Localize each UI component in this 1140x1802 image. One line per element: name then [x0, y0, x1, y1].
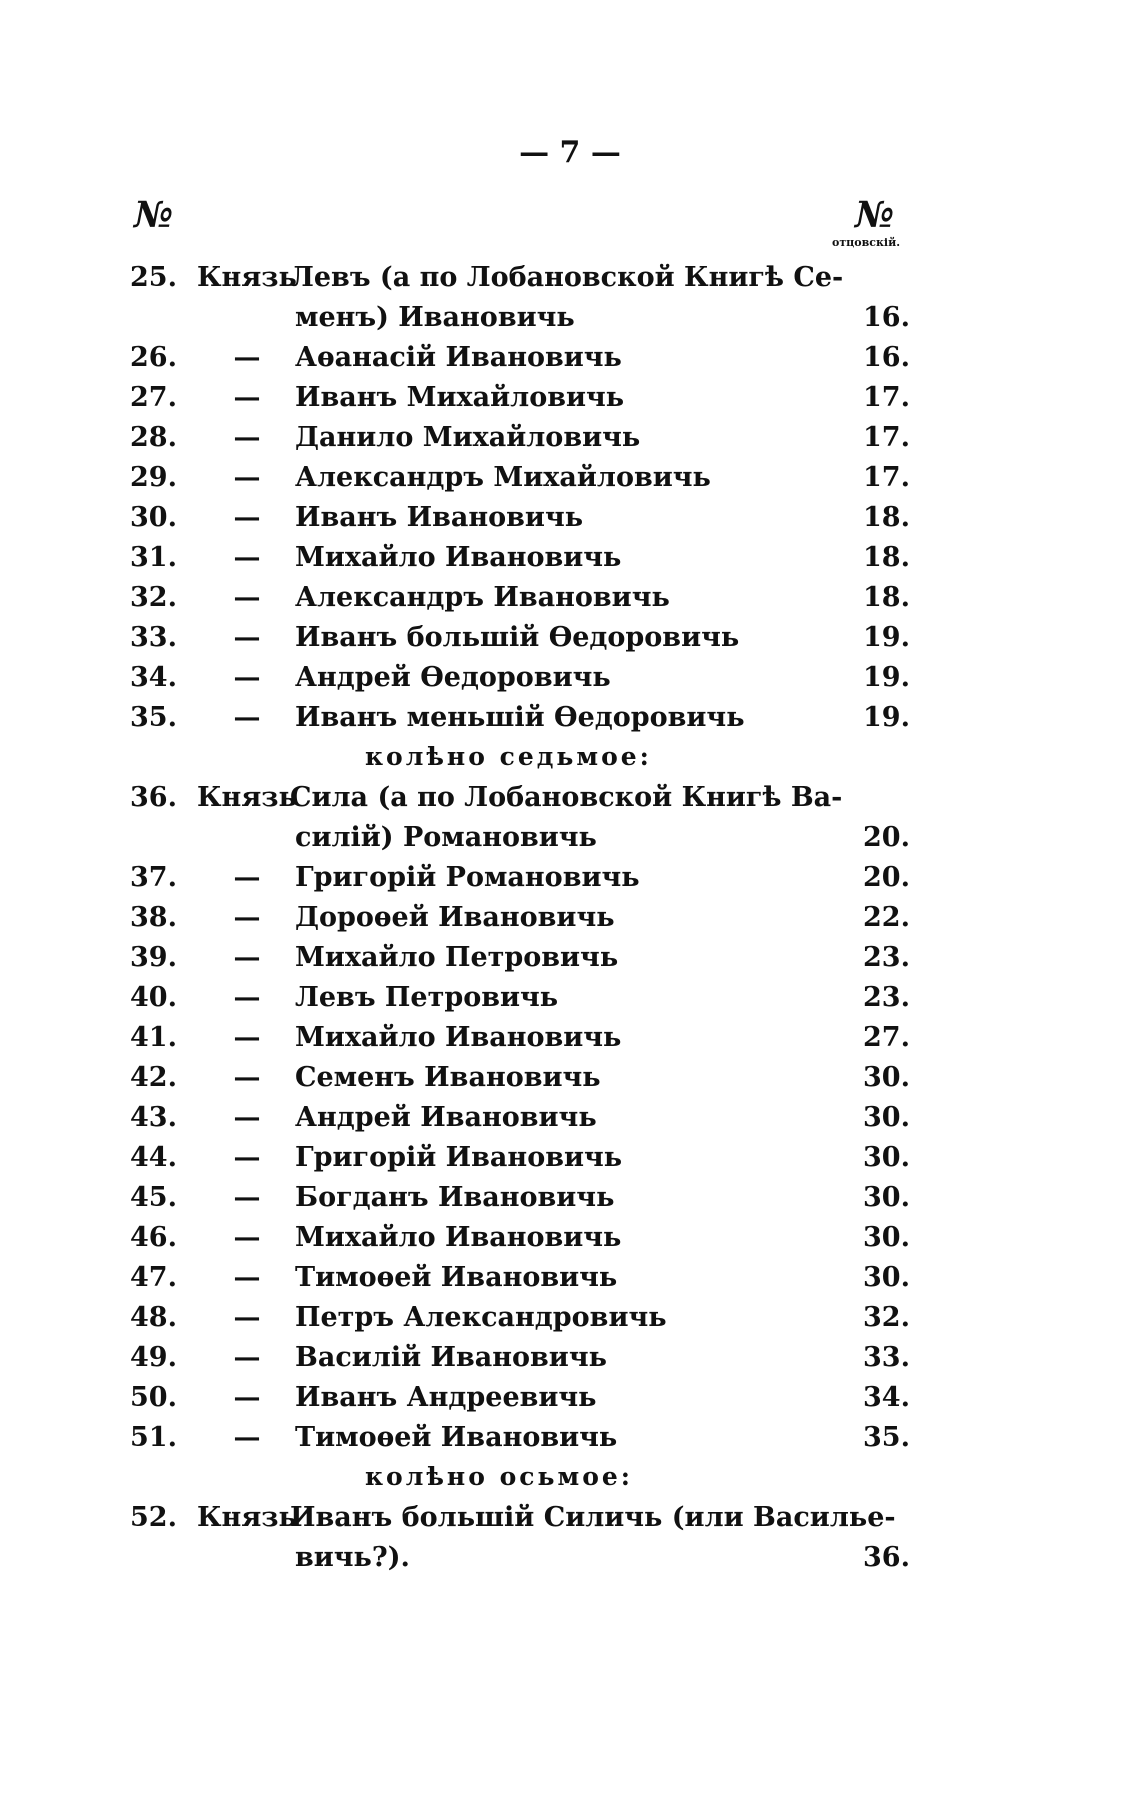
- entry-name: Иванъ большій Ѳедоровичь: [295, 622, 740, 653]
- entry-number: 50.: [130, 1382, 177, 1413]
- entry-name: менъ) Ивановичь: [295, 302, 575, 333]
- entry-number: 35.: [130, 702, 177, 733]
- entry-prefix: —: [233, 702, 261, 733]
- entry-name: Василій Ивановичь: [295, 1342, 607, 1373]
- entry-name: Сила (а по Лобановской Книгѣ Ва-: [290, 782, 843, 813]
- section-heading: колѣно седьмое:: [365, 742, 652, 771]
- list-item: [0, 1018, 1140, 1058]
- entry-page: 34.: [863, 1382, 910, 1413]
- entry-name: Иванъ большій Силичь (или Василье-: [290, 1502, 896, 1533]
- entry-number: 44.: [130, 1142, 177, 1173]
- entry-page: 23.: [863, 982, 910, 1013]
- list-item: [0, 698, 1140, 738]
- entry-name: Михайло Ивановичь: [295, 1022, 622, 1053]
- entry-name: Богданъ Ивановичь: [295, 1182, 615, 1213]
- entry-page: 18.: [863, 502, 910, 533]
- entry-page: 19.: [863, 662, 910, 693]
- list-item: [0, 378, 1140, 418]
- entry-prefix: —: [233, 1302, 261, 1333]
- list-item: [0, 1378, 1140, 1418]
- entry-prefix: —: [233, 1222, 261, 1253]
- entry-number: 39.: [130, 942, 177, 973]
- list-item: [0, 898, 1140, 938]
- entry-number: 33.: [130, 622, 177, 653]
- entry-name: Тимоѳей Ивановичь: [295, 1422, 618, 1453]
- entry-number: 38.: [130, 902, 177, 933]
- list-item-continuation: [0, 818, 1140, 858]
- entry-page: 18.: [863, 542, 910, 573]
- entry-name: Левъ (а по Лобановской Книгѣ Се-: [290, 262, 844, 293]
- column-header-page: №: [855, 194, 895, 236]
- entry-prefix: —: [233, 1382, 261, 1413]
- entry-prefix: —: [233, 1022, 261, 1053]
- entry-name: Михайло Петровичь: [295, 942, 619, 973]
- column-header-page-sub: отцовскій.: [832, 236, 901, 249]
- entry-prefix: —: [233, 982, 261, 1013]
- list-item: [0, 978, 1140, 1018]
- entry-number: 52.: [130, 1502, 177, 1533]
- index-list: [0, 258, 1140, 1578]
- list-item: [0, 1098, 1140, 1138]
- entry-name: Иванъ Ивановичь: [295, 502, 584, 533]
- list-item: [0, 418, 1140, 458]
- entry-prefix: —: [233, 622, 261, 653]
- entry-page: 30.: [863, 1182, 910, 1213]
- list-item: [0, 258, 1140, 298]
- entry-number: 37.: [130, 862, 177, 893]
- entry-number: 47.: [130, 1262, 177, 1293]
- page-number: — 7 —: [519, 135, 621, 170]
- entry-name: Григорій Романовичь: [295, 862, 640, 893]
- entry-prefix: —: [233, 382, 261, 413]
- list-item: [0, 858, 1140, 898]
- entry-number: 32.: [130, 582, 177, 613]
- list-item: [0, 1338, 1140, 1378]
- entry-page: 30.: [863, 1142, 910, 1173]
- list-item: [0, 1218, 1140, 1258]
- entry-page: 30.: [863, 1262, 910, 1293]
- list-item: [0, 458, 1140, 498]
- list-item: [0, 338, 1140, 378]
- entry-prefix: —: [233, 1102, 261, 1133]
- entry-number: 43.: [130, 1102, 177, 1133]
- entry-prefix: —: [233, 942, 261, 973]
- entry-prefix: —: [233, 502, 261, 533]
- entry-name: силій) Романовичь: [295, 822, 597, 853]
- entry-number: 27.: [130, 382, 177, 413]
- entry-number: 49.: [130, 1342, 177, 1373]
- entry-page: 27.: [863, 1022, 910, 1053]
- entry-number: 45.: [130, 1182, 177, 1213]
- list-item: [0, 1418, 1140, 1458]
- entry-prefix: —: [233, 1182, 261, 1213]
- entry-prefix: —: [233, 1142, 261, 1173]
- entry-name: Михайло Ивановичь: [295, 1222, 622, 1253]
- entry-page: 32.: [863, 1302, 910, 1333]
- entry-page: 19.: [863, 702, 910, 733]
- entry-page: 20.: [863, 862, 910, 893]
- entry-number: 29.: [130, 462, 177, 493]
- entry-prefix: Князь: [197, 262, 297, 293]
- entry-page: 30.: [863, 1102, 910, 1133]
- list-item: [0, 1178, 1140, 1218]
- entry-name: Александръ Ивановичь: [295, 582, 670, 613]
- entry-name: Тимоѳей Ивановичь: [295, 1262, 618, 1293]
- entry-page: 36.: [863, 1542, 910, 1573]
- entry-number: 46.: [130, 1222, 177, 1253]
- entry-prefix: —: [233, 1262, 261, 1293]
- entry-number: 34.: [130, 662, 177, 693]
- entry-prefix: —: [233, 862, 261, 893]
- entry-name: Иванъ Михайловичь: [295, 382, 625, 413]
- entry-name: Иванъ Андреевичь: [295, 1382, 597, 1413]
- entry-number: 42.: [130, 1062, 177, 1093]
- entry-name: Александръ Михайловичь: [295, 462, 711, 493]
- list-item: [0, 1298, 1140, 1338]
- column-header-number: №: [134, 194, 174, 236]
- entry-name: Дороѳей Ивановичь: [295, 902, 615, 933]
- entry-page: 19.: [863, 622, 910, 653]
- entry-page: 20.: [863, 822, 910, 853]
- entry-prefix: —: [233, 1062, 261, 1093]
- entry-prefix: —: [233, 422, 261, 453]
- entry-name: Иванъ меньшій Ѳедоровичь: [295, 702, 745, 733]
- list-item: [0, 1498, 1140, 1538]
- entry-page: 18.: [863, 582, 910, 613]
- list-item: [0, 538, 1140, 578]
- entry-prefix: —: [233, 542, 261, 573]
- entry-name: Андрей Ивановичь: [295, 1102, 597, 1133]
- entry-prefix: —: [233, 1422, 261, 1453]
- list-item-continuation: [0, 298, 1140, 338]
- entry-page: 22.: [863, 902, 910, 933]
- entry-prefix: —: [233, 462, 261, 493]
- list-item: [0, 578, 1140, 618]
- section-heading: колѣно осьмое:: [365, 1462, 634, 1491]
- section-heading-line: [0, 1458, 1140, 1498]
- entry-page: 30.: [863, 1062, 910, 1093]
- list-item: [0, 618, 1140, 658]
- entry-number: 51.: [130, 1422, 177, 1453]
- entry-number: 36.: [130, 782, 177, 813]
- list-item: [0, 778, 1140, 818]
- entry-prefix: —: [233, 1342, 261, 1373]
- list-item: [0, 1138, 1140, 1178]
- entry-prefix: —: [233, 342, 261, 373]
- list-item: [0, 938, 1140, 978]
- entry-name: Петръ Александровичь: [295, 1302, 667, 1333]
- entry-page: 33.: [863, 1342, 910, 1373]
- entry-page: 17.: [863, 382, 910, 413]
- section-heading-line: [0, 738, 1140, 778]
- entry-name: Михайло Ивановичь: [295, 542, 622, 573]
- entry-number: 40.: [130, 982, 177, 1013]
- entry-number: 48.: [130, 1302, 177, 1333]
- entry-prefix: Князь: [197, 782, 297, 813]
- entry-page: 16.: [863, 342, 910, 373]
- list-item: [0, 658, 1140, 698]
- entry-number: 30.: [130, 502, 177, 533]
- entry-page: 16.: [863, 302, 910, 333]
- entry-page: 30.: [863, 1222, 910, 1253]
- entry-page: 17.: [863, 462, 910, 493]
- entry-page: 35.: [863, 1422, 910, 1453]
- entry-number: 26.: [130, 342, 177, 373]
- list-item: [0, 1258, 1140, 1298]
- entry-name: вичь?).: [295, 1542, 410, 1573]
- entry-number: 25.: [130, 262, 177, 293]
- list-item-continuation: [0, 1538, 1140, 1578]
- entry-prefix: —: [233, 582, 261, 613]
- entry-name: Аѳанасій Ивановичь: [295, 342, 622, 373]
- entry-name: Григорій Ивановичь: [295, 1142, 623, 1173]
- entry-number: 28.: [130, 422, 177, 453]
- entry-prefix: —: [233, 662, 261, 693]
- list-item: [0, 1058, 1140, 1098]
- entry-number: 31.: [130, 542, 177, 573]
- entry-name: Андрей Ѳедоровичь: [295, 662, 611, 693]
- entry-prefix: —: [233, 902, 261, 933]
- entry-number: 41.: [130, 1022, 177, 1053]
- entry-name: Семенъ Ивановичь: [295, 1062, 601, 1093]
- entry-prefix: Князь: [197, 1502, 297, 1533]
- entry-page: 23.: [863, 942, 910, 973]
- list-item: [0, 498, 1140, 538]
- entry-name: Левъ Петровичь: [295, 982, 559, 1013]
- entry-page: 17.: [863, 422, 910, 453]
- entry-name: Данило Михайловичь: [295, 422, 641, 453]
